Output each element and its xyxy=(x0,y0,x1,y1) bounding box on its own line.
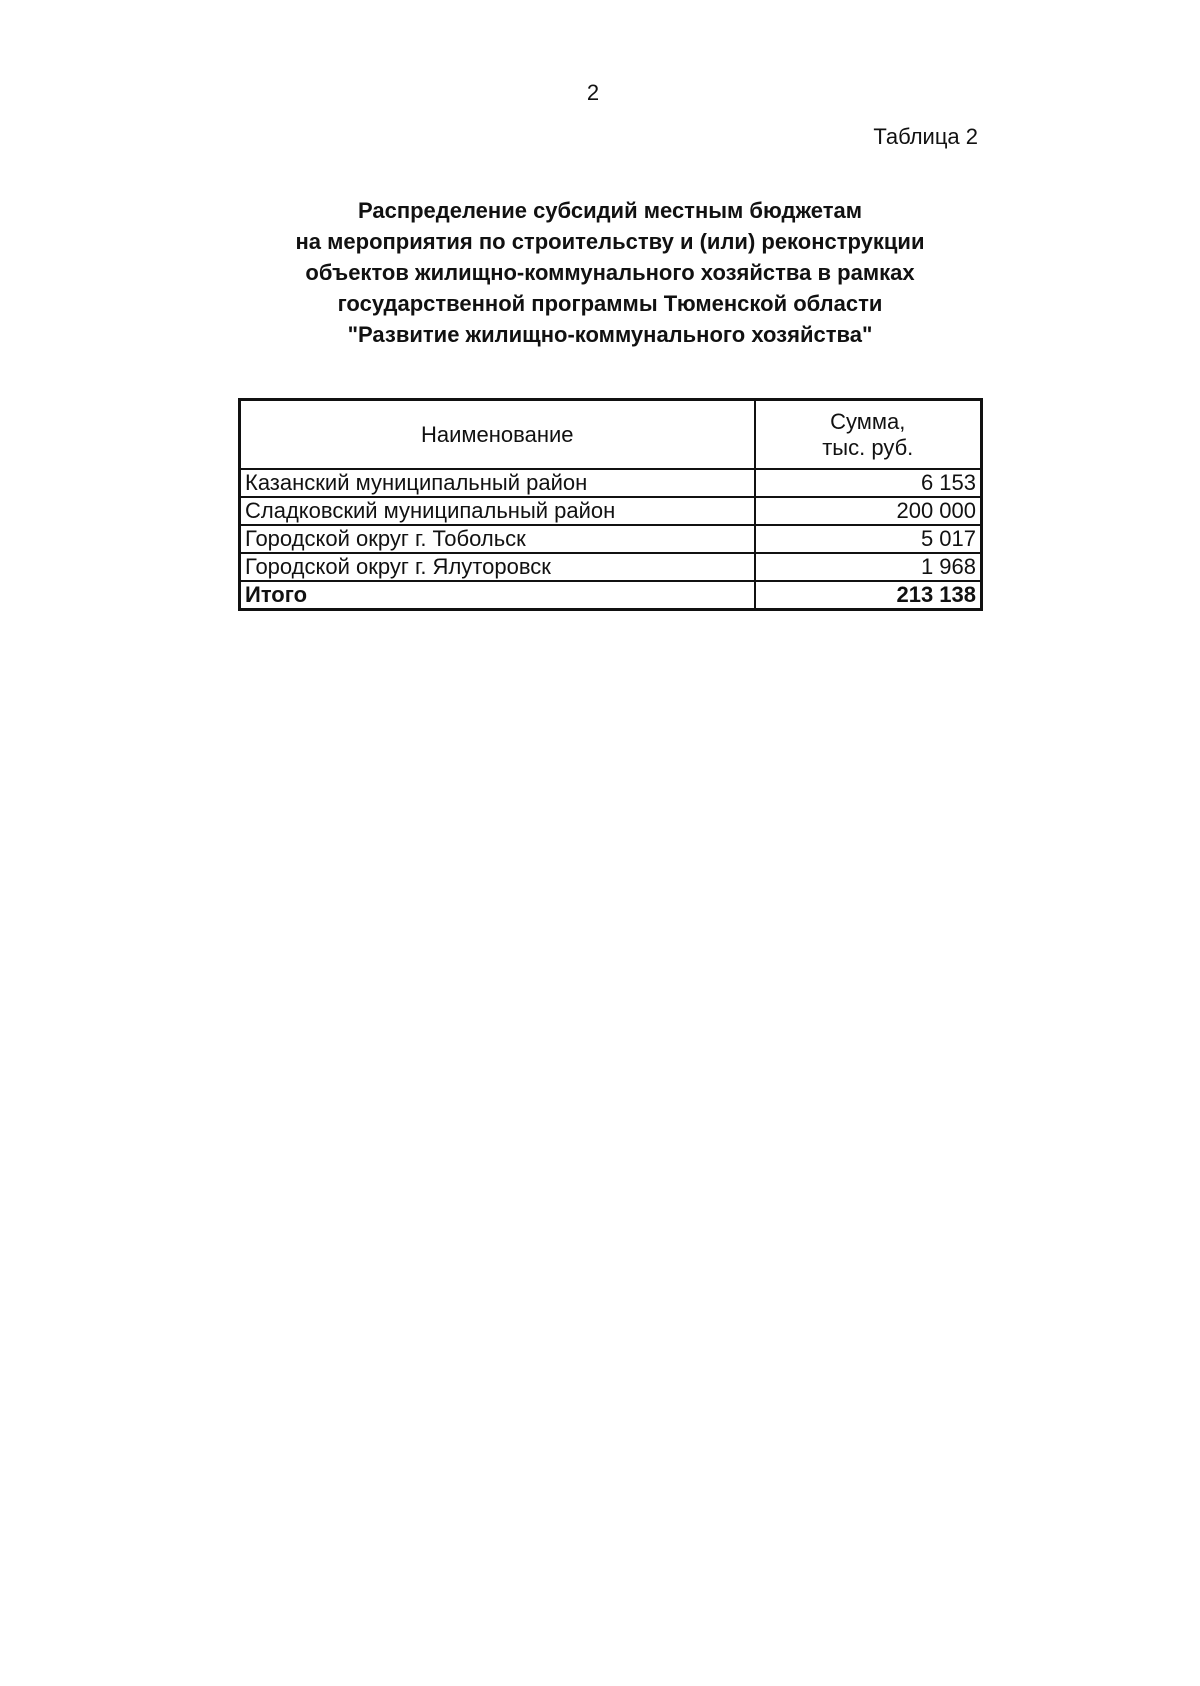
header-sum-line1: Сумма, xyxy=(830,408,906,434)
row-sum: 1 968 xyxy=(755,553,982,581)
page-number: 2 xyxy=(586,80,600,105)
table-row xyxy=(240,525,982,553)
title-line: Распределение субсидий местным бюджетам xyxy=(357,198,863,223)
row-sum: 6 153 xyxy=(755,469,982,497)
title-line: государственной программы Тюменской области xyxy=(337,291,883,316)
row-name: Сладковский муниципальный район xyxy=(240,497,755,525)
table-label: Таблица 2 xyxy=(873,124,978,149)
header-sum-line2: тыс. руб. xyxy=(822,434,914,460)
row-name: Городской округ г. Ялуторовск xyxy=(240,553,755,581)
header-sum xyxy=(755,400,982,470)
row-name: Городской округ г. Тобольск xyxy=(240,525,755,553)
title-line: объектов жилищно-коммунального хозяйства в рамках xyxy=(305,260,915,285)
row-sum: 200 000 xyxy=(755,497,982,525)
header-name: Наименование xyxy=(240,400,755,470)
table-row xyxy=(240,553,982,581)
table-row xyxy=(240,469,982,497)
row-name: Казанский муниципальный район xyxy=(240,469,755,497)
total-sum: 213 138 xyxy=(755,581,982,610)
table-header-row xyxy=(240,400,982,470)
total-row xyxy=(240,581,982,610)
title-line: "Развитие жилищно-коммунального хозяйства" xyxy=(347,322,873,347)
subsidy-table xyxy=(238,398,983,611)
document-title xyxy=(0,195,1200,350)
total-label: Итого xyxy=(240,581,755,610)
title-line: на мероприятия по строительству и (или) реконструкции xyxy=(295,229,925,254)
table-row xyxy=(240,497,982,525)
row-sum: 5 017 xyxy=(755,525,982,553)
